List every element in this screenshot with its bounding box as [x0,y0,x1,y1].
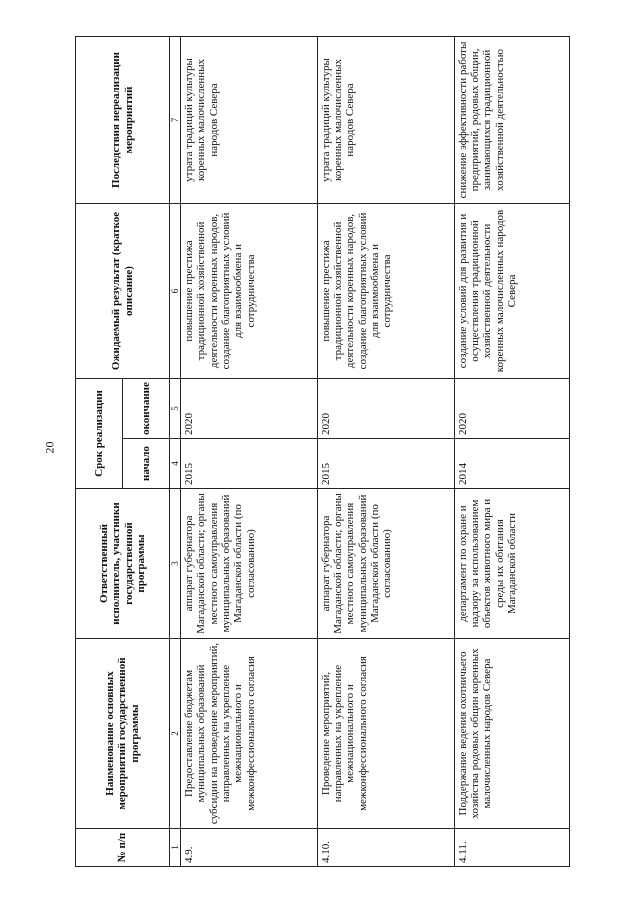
rotated-table-container [75,37,570,867]
header-end: окончание [123,378,170,438]
header-consequences: Последствия нереализации мероприятий [76,36,170,203]
row-consequences: утрата традиций культуры коренных малочисленных народов Севера [317,36,454,203]
row-consequences: снижение эффективности работы предприятий, родовых общин, занимающихся традиционной хозяйственной деятельностью [454,36,569,203]
col-number: 6 [170,203,181,378]
row-executor: аппарат губернатора Магаданской области; органы местного самоуправления муниципальных образований Магаданской области (по согласованию) [181,489,318,639]
row-num: 4.10. [317,829,454,867]
row-end: 2020 [317,378,454,438]
col-number: 5 [170,378,181,438]
row-result: повышение престижа традиционной хозяйственной деятельности коренных народов, создание благоприятных условий для взаимообмена и сотрудничества [317,203,454,378]
row-name: Поддержание ведения охотничьего хозяйства родовых общин коренных малочисленных народов Севера [454,639,569,829]
column-number-row [170,36,181,866]
row-result: повышение престижа традиционной хозяйственной деятельности коренных народов, создание благоприятных условий для взаимообмена и сотрудничества [181,203,318,378]
header-num: № п/п [76,829,170,867]
col-number: 7 [170,36,181,203]
col-number: 1 [170,829,181,867]
row-executor: департамент по охране и надзору за использованием объектов животного мира и среды их обитания Магаданской области [454,489,569,639]
header-result: Ожидаемый результат (краткое описание) [76,203,170,378]
row-executor: аппарат губернатора Магаданской области; органы местного самоуправления муниципальных образований Магаданской области (по согласованию) [317,489,454,639]
col-number: 3 [170,489,181,639]
header-executor: Ответственный исполнитель, участники государственной программы [76,489,170,639]
header-start: начало [123,439,170,489]
header-name: Наименование основных мероприятий государственной программы [76,639,170,829]
table-row [454,36,569,866]
col-number: 4 [170,439,181,489]
row-result: создание условий для развития и осуществления традиционной хозяйственной деятельности коренных малочисленных народов Севера [454,203,569,378]
row-start: 2015 [317,439,454,489]
row-num: 4.9. [181,829,318,867]
row-name: Предоставление бюджетам муниципальных образований субсидии на проведение мероприятий, направленных на укрепление межнационального и межконфессионального согласия [181,639,318,829]
row-start: 2014 [454,439,569,489]
row-start: 2015 [181,439,318,489]
program-measures-table [75,36,570,867]
table-row [317,36,454,866]
header-row [76,36,123,866]
table-row [181,36,318,866]
row-name: Проведение мероприятий, направленных на укрепление межнационального и межконфессионального согласия [317,639,454,829]
row-consequences: утрата традиций культуры коренных малочисленных народов Севера [181,36,318,203]
page-number: 20 [42,441,57,454]
row-end: 2020 [181,378,318,438]
row-num: 4.11. [454,829,569,867]
row-end: 2020 [454,378,569,438]
header-term: Срок реализации [76,378,123,488]
col-number: 2 [170,639,181,829]
